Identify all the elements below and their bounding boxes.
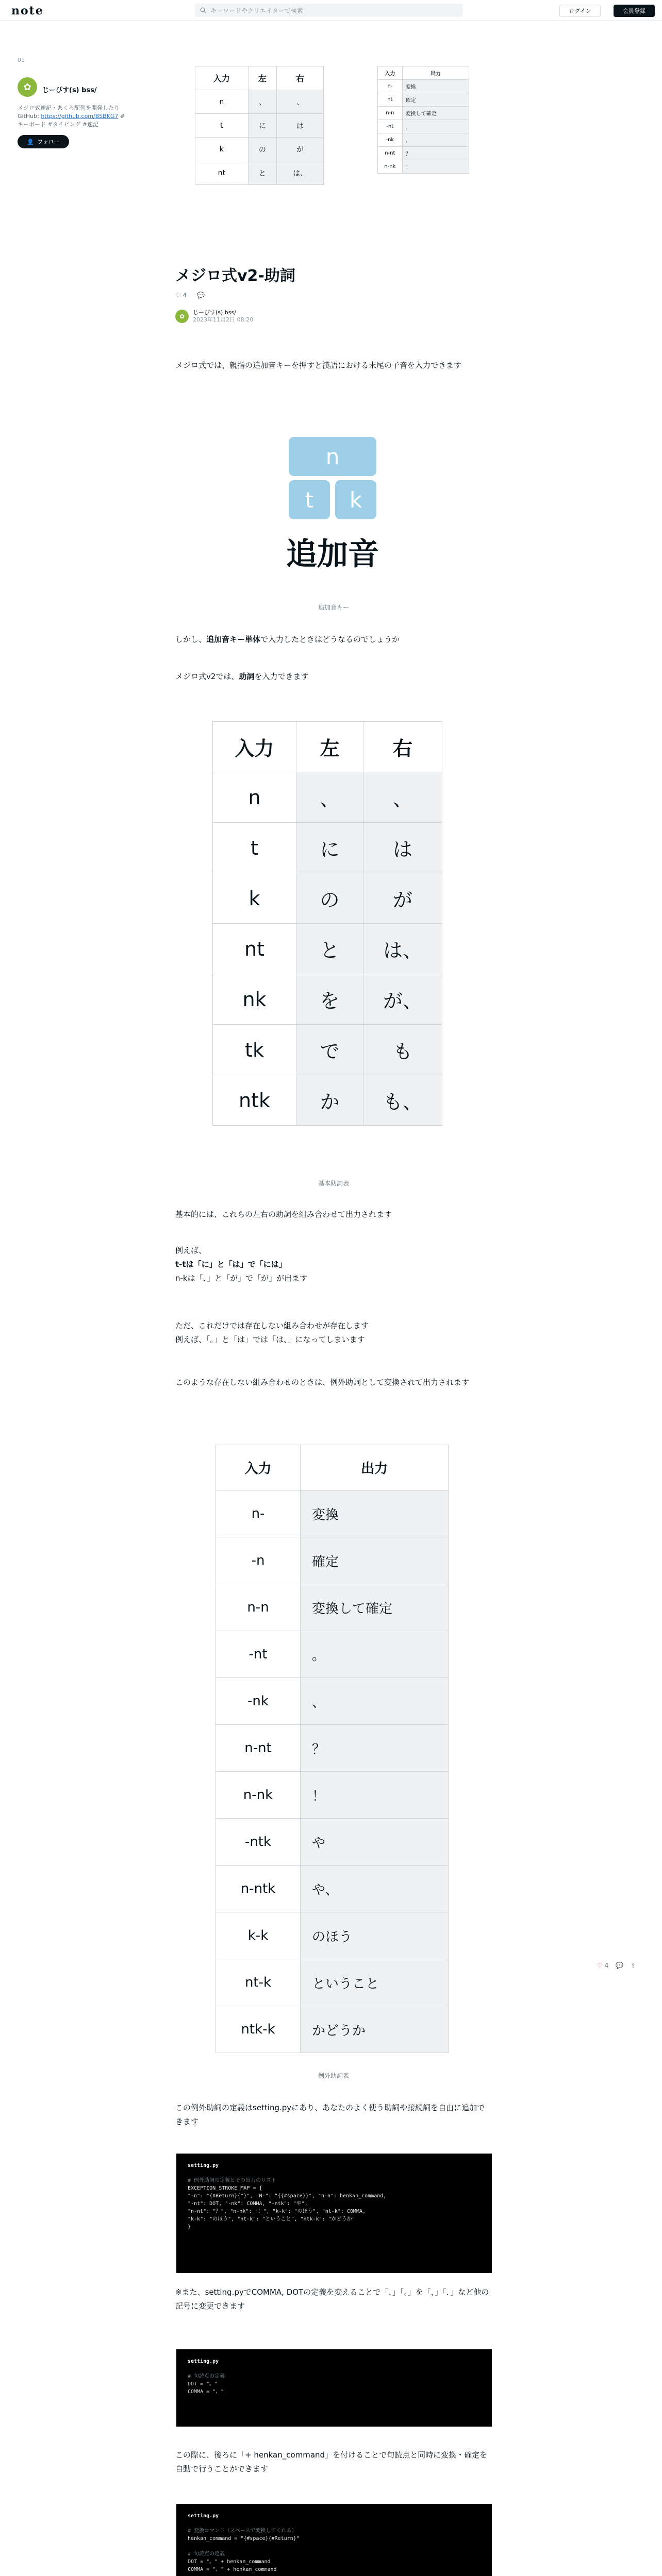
table-cell: -n xyxy=(216,1537,301,1584)
table-cell: n-nt xyxy=(216,1725,301,1772)
table-cell: で xyxy=(296,1025,363,1075)
code-block-punctuation xyxy=(176,2349,492,2427)
basic-particle-table xyxy=(212,721,442,1126)
table-cell: は、 xyxy=(363,924,442,974)
table-cell: が xyxy=(363,873,442,924)
table-cell: n xyxy=(195,90,249,114)
like-count: 4 xyxy=(183,292,187,299)
table-cell: 。 xyxy=(402,120,469,133)
user-plus-icon: 👤 xyxy=(27,138,35,145)
article-meta-actions xyxy=(175,292,492,299)
figure-label: 追加音 xyxy=(286,536,379,572)
code-line xyxy=(188,2543,481,2550)
table-cell: -nk xyxy=(216,1678,301,1725)
paragraph xyxy=(175,1244,492,1285)
table-cell: nt-k xyxy=(216,1959,301,2006)
code-filename: setting.py xyxy=(188,2513,219,2519)
text: しかし、 xyxy=(175,635,207,644)
paragraph: この例外助詞の定義はsetting.pyにあり、あなたのよく使う助詞や接続詞を自由に追加できます xyxy=(175,2103,485,2126)
comment-icon[interactable]: 💬 xyxy=(616,1962,624,1969)
text: で入力したときはどうなるのでしょうか xyxy=(260,635,400,644)
note-logo[interactable]: note xyxy=(11,4,44,18)
table-cell: n-ntk xyxy=(216,1866,301,1912)
table-cell: に xyxy=(296,823,363,873)
search-bar[interactable] xyxy=(195,4,463,17)
code-line: DOT = "。" + henkan_command xyxy=(188,2559,271,2565)
table-cell: 確定 xyxy=(301,1537,449,1584)
table-cell: と xyxy=(296,924,363,974)
table-cell: や xyxy=(301,1819,449,1866)
text: メジロ式v2では、 xyxy=(175,672,239,681)
text: n-kは「、」と「が」で「が」が出ます xyxy=(175,1274,308,1283)
table-cell: を xyxy=(296,974,363,1025)
code-block-exceptions xyxy=(176,2154,492,2273)
text: を入力できます xyxy=(254,672,309,681)
paragraph: 基本的には、これらの左右の助詞を組み合わせて出力されます xyxy=(175,1210,392,1219)
table-cell: 変換 xyxy=(301,1490,449,1537)
follow-label: フォロー xyxy=(37,139,60,145)
paragraph xyxy=(175,633,492,647)
table-cell: nt xyxy=(213,924,296,974)
table-cell: n-nk xyxy=(216,1772,301,1819)
emphasis: 助詞 xyxy=(239,672,255,681)
table-header: 入力 xyxy=(213,722,296,772)
exception-particle-table xyxy=(216,1445,449,2053)
article-byline xyxy=(175,309,492,324)
paragraph: この際に、後ろに「+ henkan_command」を付けることで句読点と同時に変換・確定を自動で行うことができます xyxy=(175,2450,488,2473)
code-line: # 変換コマンド（スペースで変換してくれる） xyxy=(188,2528,297,2534)
table-cell: k-k xyxy=(216,1912,301,1959)
table-cell: は xyxy=(277,114,324,138)
code-line: "k-k": "のほう", "nt-k": "ということ", "ntk-k": "かどうか" xyxy=(188,2216,355,2222)
author-name[interactable]: じーぴす(s) bss/ xyxy=(193,309,236,316)
table-cell: n- xyxy=(216,1490,301,1537)
table-cell: も xyxy=(363,1025,442,1075)
table-cell: -nk xyxy=(378,133,403,147)
table-cell: ！ xyxy=(301,1772,449,1819)
table-cell: 、 xyxy=(277,90,324,114)
like-icon[interactable]: ♡ 4 xyxy=(597,1962,609,1969)
code-line: COMMA = "、" + henkan_command xyxy=(188,2567,277,2572)
publish-date: 2023年11月2日 08:20 xyxy=(193,316,254,323)
table-header: 入力 xyxy=(378,66,403,80)
text: 例えば、「。」と「は」では「は、」になってしまいます xyxy=(175,1335,365,1344)
share-icon[interactable]: ⇪ xyxy=(631,1962,636,1969)
article-title: メジロ式v2-助詞 xyxy=(175,267,295,285)
top-table-basic xyxy=(195,66,324,185)
code-line: "-n": "{#Return}{^}", "N-": "{{#space}}", "n-n": henkan_command, xyxy=(188,2193,387,2199)
table-header: 出力 xyxy=(402,66,469,80)
table-cell: n-nk xyxy=(378,160,403,174)
table-cell: 、 xyxy=(402,133,469,147)
key-t: t xyxy=(289,480,330,519)
code-filename: setting.py xyxy=(188,2163,219,2168)
table-cell: ？ xyxy=(402,147,469,160)
code-line: # 例外助詞の定義とその出力のリスト xyxy=(188,2178,276,2183)
key-k: k xyxy=(335,480,376,519)
table-cell: n- xyxy=(378,80,403,93)
comment-icon[interactable]: 💬 xyxy=(197,292,205,299)
code-line: COMMA = "、" xyxy=(188,2389,224,2395)
table-cell: は xyxy=(363,823,442,873)
search-icon xyxy=(200,7,206,13)
table-cell: t xyxy=(195,114,249,138)
table-cell: 確定 xyxy=(402,93,469,107)
intro-paragraph: メジロ式では、親指の追加音キーを押すと漢語における末尾の子音を入力できます xyxy=(175,361,462,370)
table-cell: 変換して確定 xyxy=(402,107,469,120)
table-header: 入力 xyxy=(195,66,249,90)
paragraph: ※また、setting.pyでCOMMA, DOTの定義を変えることで「、」「。」を「，」「．」など他の記号に変更できます xyxy=(175,2287,489,2311)
table-cell: が、 xyxy=(363,974,442,1025)
text: t-tは「に」と「は」で「には」 xyxy=(175,1260,287,1269)
table-cell: ！ xyxy=(402,160,469,174)
table-cell: ？ xyxy=(301,1725,449,1772)
floating-actions xyxy=(597,1962,636,1969)
table-cell: 、 xyxy=(301,1678,449,1725)
emphasis: 追加音キー単体 xyxy=(206,635,261,644)
table-cell: 、 xyxy=(248,90,277,114)
code-line: henkan_command = "{#space}{#Return}" xyxy=(188,2536,300,2541)
table-cell: の xyxy=(296,873,363,924)
table-header: 左 xyxy=(296,722,363,772)
table-cell: nt xyxy=(378,93,403,107)
code-line: DOT = "。" xyxy=(188,2381,218,2387)
table-cell: か xyxy=(296,1075,363,1126)
table-cell: k xyxy=(213,873,296,924)
table-cell: 変換して確定 xyxy=(301,1584,449,1631)
table-cell: と xyxy=(248,161,277,185)
table-header: 出力 xyxy=(301,1445,449,1490)
text: 例えば、 xyxy=(175,1246,207,1255)
table-cell: 、 xyxy=(363,772,442,823)
global-header xyxy=(0,0,662,21)
code-line: } xyxy=(188,2224,191,2230)
table-cell: nt xyxy=(195,161,249,185)
sidebar-crumb: 01 xyxy=(18,57,25,63)
table-header: 右 xyxy=(277,66,324,90)
table-cell: や、 xyxy=(301,1866,449,1912)
table-cell: n xyxy=(213,772,296,823)
table-cell: のほう xyxy=(301,1912,449,1959)
table-cell: nk xyxy=(213,974,296,1025)
code-line: "-nt": DOT, "-nk": COMMA, "-ntk": "や", xyxy=(188,2201,308,2207)
code-line: EXCEPTION_STROKE_MAP = { xyxy=(188,2185,262,2191)
table-header: 入力 xyxy=(216,1445,301,1490)
bio-tags: #キーボード #タイピング #速記 xyxy=(18,113,125,128)
table-cell: t xyxy=(213,823,296,873)
table-cell: が xyxy=(277,138,324,161)
table-cell: -ntk xyxy=(216,1819,301,1866)
table-cell: に xyxy=(248,114,277,138)
table-cell: は、 xyxy=(277,161,324,185)
top-table-exceptions xyxy=(377,66,469,174)
text: ただ、これだけでは存在しない組み合わせが存在します xyxy=(175,1321,369,1330)
login-button[interactable]: ログイン xyxy=(559,5,601,17)
signup-button[interactable]: 会員登録 xyxy=(614,5,655,17)
code-line: # 句読点の定義 xyxy=(188,2551,225,2557)
table-cell: 変換 xyxy=(402,80,469,93)
follow-button[interactable] xyxy=(18,135,69,148)
table-cell: -nt xyxy=(216,1631,301,1678)
table-cell: の xyxy=(248,138,277,161)
table-cell: ということ xyxy=(301,1959,449,2006)
table-cell: も、 xyxy=(363,1075,442,1126)
table-cell: k xyxy=(195,138,249,161)
creator-sidebar xyxy=(18,57,126,148)
table-cell: かどうか xyxy=(301,2006,449,2053)
table-cell: 。 xyxy=(301,1631,449,1678)
like-count: 4 xyxy=(604,1962,609,1969)
code-block-henkan xyxy=(176,2504,492,2576)
creator-bio xyxy=(18,104,126,129)
table-header: 右 xyxy=(363,722,442,772)
search-placeholder: キーワードやクリエイターで検索 xyxy=(210,7,303,14)
github-link[interactable]: https://github.com/BSBKG7 xyxy=(41,113,119,120)
table-cell: tk xyxy=(213,1025,296,1075)
table-caption: 基本助詞表 xyxy=(318,1180,349,1187)
table-cell: n-n xyxy=(216,1584,301,1631)
code-line: # 句読点の定義 xyxy=(188,2374,225,2379)
table-cell: n-n xyxy=(378,107,403,120)
table-cell: ntk-k xyxy=(216,2006,301,2053)
table-header: 左 xyxy=(248,66,277,90)
table-cell: n-nt xyxy=(378,147,403,160)
table-cell: ntk xyxy=(213,1075,296,1126)
avatar[interactable]: ✿ xyxy=(175,310,189,323)
like-icon[interactable]: ♡ 4 xyxy=(175,292,187,299)
figure-caption: 追加音キー xyxy=(318,604,349,611)
table-cell: -nt xyxy=(378,120,403,133)
code-line: "n-nt": "？", "n-nk": "！", "k-k": "のほう", "nt-k": COMMA, xyxy=(188,2209,366,2214)
paragraph xyxy=(175,670,492,684)
table-caption: 例外助詞表 xyxy=(318,2072,349,2079)
bio-text: メジロ式速記・あくろ配列を開発したり GitHub: xyxy=(18,105,120,120)
avatar[interactable]: ✿ xyxy=(18,77,37,97)
key-n: n xyxy=(289,437,376,476)
code-filename: setting.py xyxy=(188,2359,219,2364)
paragraph xyxy=(175,1319,492,1347)
table-cell: 、 xyxy=(296,772,363,823)
creator-name[interactable]: じーぴす(s) bss/ xyxy=(42,87,97,94)
paragraph: このような存在しない組み合わせのときは、例外助詞として変換されて出力されます xyxy=(175,1378,470,1387)
additional-sound-figure xyxy=(278,433,387,577)
